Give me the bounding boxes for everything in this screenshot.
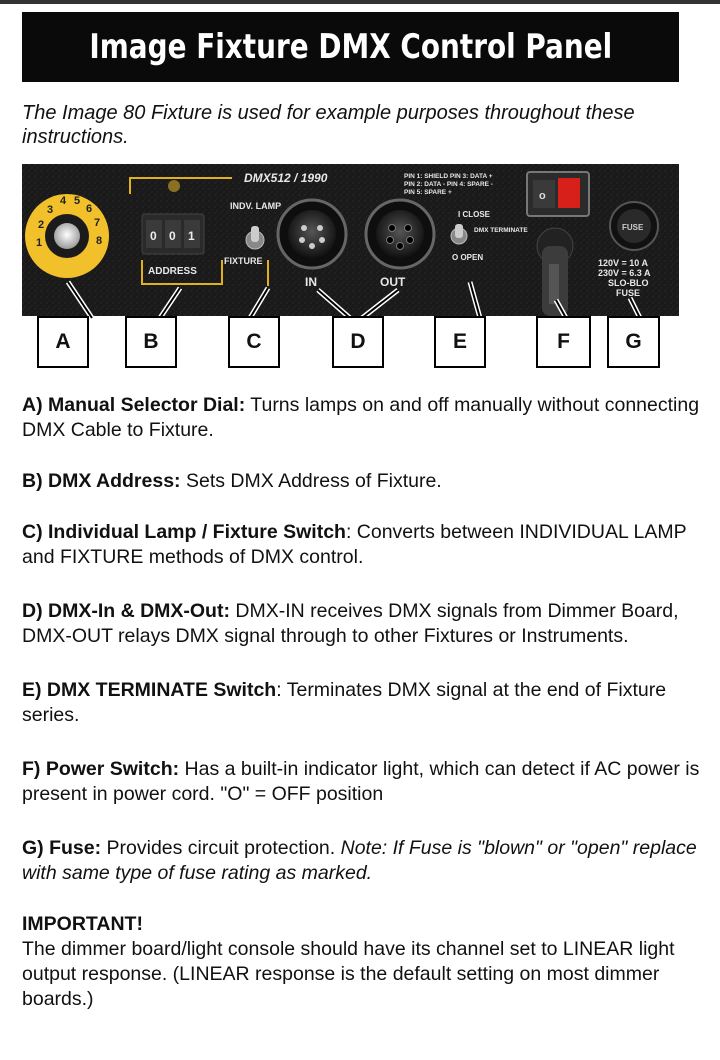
- callout-label-f: F: [536, 316, 591, 368]
- dial-number: 8: [96, 235, 103, 247]
- important-title: IMPORTANT!: [22, 913, 143, 935]
- callout-label-d: D: [332, 316, 384, 368]
- item-key: C) Individual Lamp / Fixture Switch: [22, 521, 346, 543]
- item-text: : Converts between INDIVIDUAL LAMP and FIXTURE methods of DMX control.: [22, 521, 687, 568]
- item-text: : Terminates DMX signal at the end of Fixture series.: [22, 679, 667, 726]
- page-title: Image Fixture DMX Control Panel: [89, 27, 612, 67]
- close-label: I CLOSE: [458, 210, 491, 219]
- open-label: O OPEN: [452, 253, 484, 262]
- intro-text: The Image 80 Fixture is used for example purposes throughout these instructions.: [22, 102, 635, 148]
- pin-legend-line: PIN 1: SHIELD PIN 3: DATA +: [404, 173, 493, 180]
- item-key: A) Manual Selector Dial:: [22, 394, 246, 416]
- item-e: [22, 678, 702, 728]
- out-label: OUT: [380, 275, 406, 289]
- fuse-cap-label: FUSE: [622, 223, 644, 232]
- callout-label-b: B: [125, 316, 177, 368]
- fuse-rating-line: 230V = 6.3 A: [598, 268, 651, 278]
- item-c: [22, 520, 702, 570]
- indv-lamp-label: INDV. LAMP: [230, 201, 282, 211]
- item-key: G) Fuse:: [22, 837, 102, 859]
- item-g: [22, 836, 702, 886]
- item-text: Provides circuit protection.: [101, 837, 341, 859]
- item-a: [22, 393, 702, 443]
- fuse-rating-line: FUSE: [616, 288, 641, 298]
- in-label: IN: [305, 275, 317, 289]
- legend-descriptions: [22, 393, 702, 1012]
- dial-number: 2: [38, 219, 45, 231]
- dial-number: 3: [47, 204, 54, 216]
- callout-label-a: A: [37, 316, 89, 368]
- item-b: [22, 469, 702, 494]
- fixture-label: FIXTURE: [224, 256, 263, 266]
- fuse-rating-line: 120V = 10 A: [598, 258, 648, 268]
- item-note: Note: If Fuse is "blown" or "open" replace with same type of fuse rating as marked.: [22, 837, 697, 884]
- dial-number: 6: [86, 203, 93, 215]
- item-text: Turns lamps on and off manually without connecting DMX Cable to Fixture.: [22, 394, 700, 441]
- pin-legend-line: PIN 5: SPARE +: [404, 189, 452, 196]
- callout-label-g: G: [607, 316, 660, 368]
- callout-label-e: E: [434, 316, 486, 368]
- address-digit: 0: [169, 229, 176, 243]
- dmx-terminate-label: DMX TERMINATE: [474, 227, 528, 234]
- item-text: Sets DMX Address of Fixture.: [180, 470, 442, 492]
- important-text: The dimmer board/light console should have its channel set to LINEAR light output response. (LINEAR response is the default setting on most dimmer boards.): [22, 938, 675, 1010]
- item-key: B) DMX Address:: [22, 470, 181, 492]
- item-key: F) Power Switch:: [22, 758, 180, 780]
- item-key: D) DMX-In & DMX-Out:: [22, 600, 230, 622]
- fuse-rating-line: SLO-BLO: [608, 278, 649, 288]
- item-text: DMX-IN receives DMX signals from Dimmer Board, DMX-OUT relays DMX signal through to other Fixtures or Instruments.: [22, 600, 679, 647]
- item-d: [22, 599, 702, 649]
- dial-number: 4: [60, 195, 67, 207]
- item-key: E) DMX TERMINATE Switch: [22, 679, 277, 701]
- dial-number: 1: [36, 237, 43, 249]
- item-f: [22, 757, 702, 807]
- dial-number: 5: [74, 195, 81, 207]
- pin-legend-line: PIN 2: DATA - PIN 4: SPARE -: [404, 181, 493, 188]
- address-digit: 1: [188, 229, 195, 243]
- dmx-header: DMX512 / 1990: [244, 171, 328, 185]
- callout-label-c: C: [228, 316, 280, 368]
- address-digit: 0: [150, 229, 157, 243]
- item-text: Has a built-in indicator light, which can detect if AC power is present in power cord. "O" = OFF position: [22, 758, 700, 805]
- dial-number: 7: [94, 217, 101, 229]
- address-label: ADDRESS: [148, 266, 197, 277]
- svg-text:o: o: [539, 190, 546, 202]
